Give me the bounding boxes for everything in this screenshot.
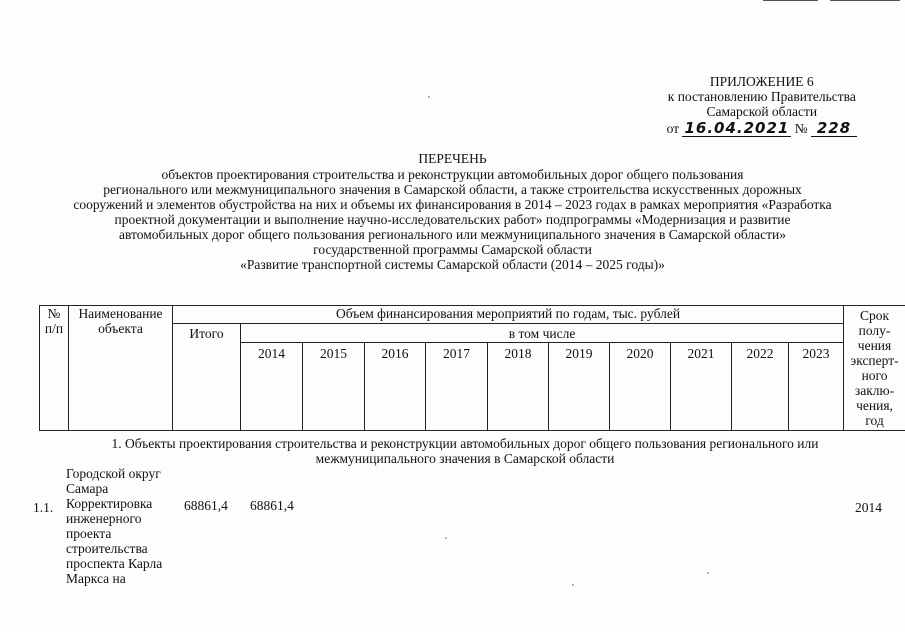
object-name-line: проспекта Карла xyxy=(66,556,163,571)
col-name-line: объекта xyxy=(98,321,143,336)
year-header: 2023 xyxy=(789,343,844,431)
section-line: межмуниципального значения в Самарской области xyxy=(315,451,615,466)
col-funding-header: Объем финансирования мероприятий по годам, тыс. рублей xyxy=(173,306,844,324)
title-line: «Развитие транспортной системы Самарской области (2014 – 2025 годы)» xyxy=(240,257,665,272)
col-name-line: Наименование xyxy=(78,306,163,321)
object-name-line: Самара xyxy=(66,481,109,496)
number-prefix: № xyxy=(794,121,808,136)
scan-speck xyxy=(445,537,447,539)
col-name-header xyxy=(69,306,173,431)
term-line: год xyxy=(865,413,884,428)
title-line: объектов проектирования строительства и реконструкции автомобильных дорог общего пользования xyxy=(161,167,744,182)
scan-speck xyxy=(428,96,430,98)
scan-speck xyxy=(572,584,574,586)
title-line: государственной программы Самарской области xyxy=(313,242,592,257)
object-name-line: Городской округ xyxy=(66,466,161,481)
section-line: 1. Объекты проектирования строительства и реконструкции автомобильных дорог общего пользования регионального или xyxy=(111,436,819,451)
col-term-header xyxy=(844,306,905,431)
year-header: 2020 xyxy=(610,343,671,431)
scan-speck xyxy=(707,572,709,574)
section-heading xyxy=(40,436,890,466)
row-term: 2014 xyxy=(855,500,882,515)
year-header: 2018 xyxy=(488,343,549,431)
term-line: заклю- xyxy=(854,383,895,398)
object-name-line: проекта xyxy=(66,526,112,541)
appendix-region: Самарской области xyxy=(706,104,818,119)
object-name-line: строительства xyxy=(66,541,148,556)
row-number: 1.1. xyxy=(33,500,54,515)
title-line: регионального или межмуниципального значения в Самарской области, а также строительства искусственных дорожных xyxy=(103,182,802,197)
term-line: полу- xyxy=(858,323,891,338)
handwritten-date: 16.04.2021 xyxy=(684,119,790,137)
object-name-line: инженерного xyxy=(66,511,142,526)
document-title xyxy=(0,151,905,272)
col-number-line: № xyxy=(47,306,61,321)
row-year-2014: 68861,4 xyxy=(250,498,294,513)
term-line: Срок xyxy=(859,308,890,323)
title-line: автомобильных дорог общего пользования регионального или межмуниципального значения в Самарской области» xyxy=(118,227,786,242)
funding-table-header xyxy=(39,305,905,431)
appendix-date-line xyxy=(667,121,857,137)
row-object-name xyxy=(66,466,176,586)
term-line: чения xyxy=(857,338,892,353)
scan-edge-mark xyxy=(763,0,818,1)
year-header: 2019 xyxy=(549,343,610,431)
year-header: 2021 xyxy=(671,343,732,431)
appendix-ref: к постановлению Правительства xyxy=(667,89,856,104)
term-line: ного xyxy=(861,368,888,383)
title-line: проектной документации и выполнение научно-исследовательских работ» подпрограммы «Модернизация и развитие xyxy=(114,212,791,227)
col-number-line: п/п xyxy=(44,321,64,336)
handwritten-number: 228 xyxy=(811,121,857,137)
appendix-title: ПРИЛОЖЕНИЕ 6 xyxy=(709,74,814,89)
from-prefix: от xyxy=(666,121,680,136)
col-number-header xyxy=(40,306,69,431)
year-header: 2017 xyxy=(426,343,488,431)
title-line: сооружений и элементов обустройства на них и объемы их финансирования в 2014 – 2023 годах в рамках мероприятия «Разработка xyxy=(73,197,832,212)
object-name-line: Корректировка xyxy=(66,496,153,511)
col-total-header: Итого xyxy=(173,324,241,431)
year-header: 2022 xyxy=(732,343,789,431)
row-total: 68861,4 xyxy=(184,498,228,513)
term-line: чения, xyxy=(856,398,893,413)
object-name-line: Маркса на xyxy=(66,571,126,586)
term-line: эксперт- xyxy=(850,353,899,368)
year-header: 2016 xyxy=(365,343,426,431)
year-header: 2014 xyxy=(241,343,303,431)
title-heading: ПЕРЕЧЕНЬ xyxy=(418,151,487,166)
col-including-header: в том числе xyxy=(241,324,844,343)
year-header: 2015 xyxy=(303,343,365,431)
appendix-block xyxy=(667,74,857,137)
scan-edge-mark xyxy=(830,0,900,1)
